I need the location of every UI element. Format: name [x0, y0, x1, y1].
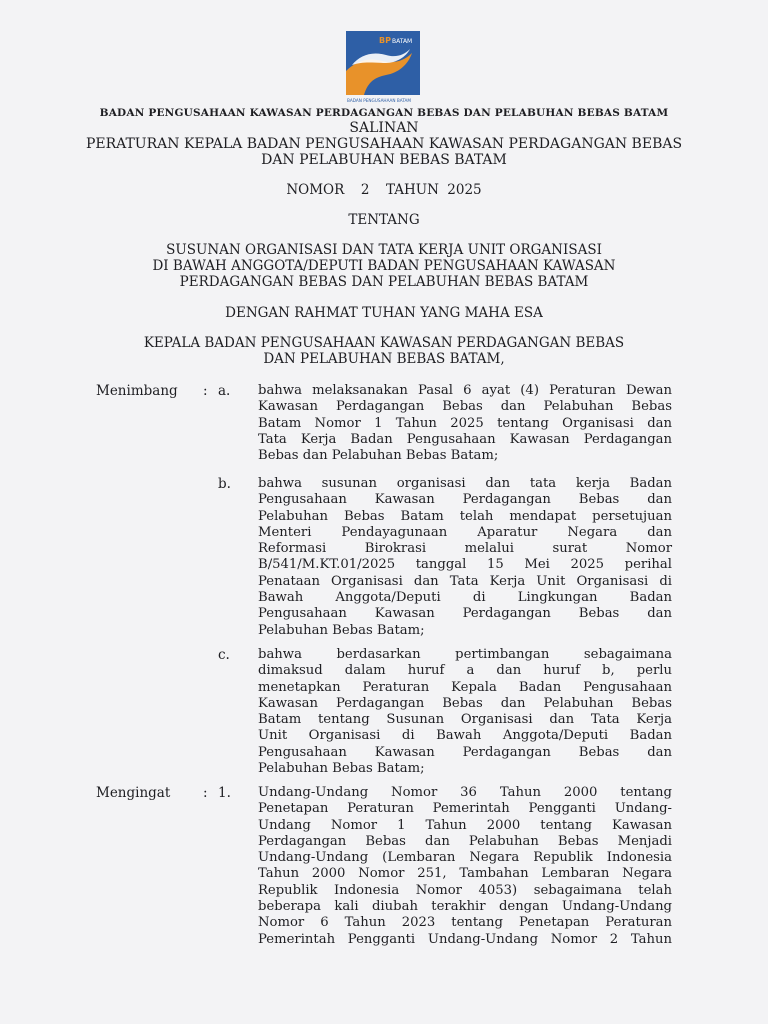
text-line: Kawasan Perdagangan Bebas dan Pelabuhan Bebas: [258, 399, 672, 415]
regulation-title: [60, 136, 708, 168]
text-line: Kawasan Perdagangan Bebas dan Pelabuhan Bebas: [258, 695, 672, 711]
text-line: Penataan Organisasi dan Tata Kerja Unit Organisasi di: [258, 573, 672, 589]
kepala-line: KEPALA BADAN PENGUSAHAAN KAWASAN PERDAGANGAN BEBAS: [143, 335, 625, 351]
text-line: Pengusahaan Kawasan Perdagangan Bebas dan: [258, 606, 672, 622]
text-line: Pelabuhan Bebas Batam;: [258, 761, 425, 777]
menimbang-label: Menimbang: [96, 383, 178, 399]
text-line: Undang-Undang Nomor 36 Tahun 2000 tentang: [258, 785, 672, 800]
tentang-heading: TENTANG: [348, 212, 420, 228]
bp-batam-logo: [346, 31, 420, 105]
text-line: Pemerintah Pengganti Undang-Undang Nomor 2 Tahun: [258, 931, 672, 947]
menimbang-marker-b: b.: [218, 476, 231, 492]
text-line: Tata Kerja Badan Pengusahaan Kawasan Perdagangan: [258, 431, 672, 447]
menimbang-item-a: [258, 383, 672, 464]
text-line: Pengusahaan Kawasan Perdagangan Bebas dan: [258, 492, 672, 508]
regulation-subject: [60, 242, 708, 290]
text-line: Pelabuhan Bebas Batam;: [258, 622, 425, 638]
text-line: Menteri Pendayagunaan Aparatur Negara dan: [258, 524, 672, 540]
text-line: Penetapan Peraturan Pemerintah Pengganti Undang-: [258, 801, 672, 817]
text-line: Republik Indonesia Nomor 4053) sebagaimana telah: [258, 882, 672, 898]
text-line: Tahun 2000 Nomor 251, Tambahan Lembaran Negara: [258, 866, 672, 882]
text-line: Bawah Anggota/Deputi di Lingkungan Badan: [258, 590, 672, 606]
menimbang-colon: :: [203, 383, 208, 399]
kepala-heading: [60, 335, 708, 367]
title-line: DAN PELABUHAN BEBAS BATAM: [261, 152, 507, 168]
svg-text:BATAM: BATAM: [392, 38, 413, 45]
svg-text:BADAN PENGUSAHAAN BATAM: BADAN PENGUSAHAAN BATAM: [347, 98, 412, 103]
text-line: Reformasi Birokrasi melalui surat Nomor: [258, 541, 672, 557]
text-line: Unit Organisasi di Bawah Anggota/Deputi Badan: [258, 728, 672, 744]
mengingat-colon: :: [203, 785, 208, 801]
menimbang-marker-a: a.: [218, 383, 231, 399]
regulation-number: NOMOR 2 TAHUN 2025: [286, 182, 482, 198]
title-line: PERATURAN KEPALA BADAN PENGUSAHAAN KAWASAN PERDAGANGAN BEBAS: [85, 136, 683, 152]
text-line: bahwa susunan organisasi dan tata kerja Badan: [258, 476, 672, 491]
text-line: bahwa berdasarkan pertimbangan sebagaimana: [258, 647, 672, 662]
agency-name: BADAN PENGUSAHAAN KAWASAN PERDAGANGAN BEBAS DAN PELABUHAN BEBAS BATAM: [99, 107, 669, 119]
subject-line: DI BAWAH ANGGOTA/DEPUTI BADAN PENGUSAHAAN KAWASAN: [152, 258, 616, 274]
text-line: beberapa kali diubah terakhir dengan Undang-Undang: [258, 899, 672, 915]
menimbang-marker-c: c.: [218, 647, 230, 663]
text-line: B/541/M.KT.01/2025 tanggal 15 Mei 2025 perihal: [258, 557, 672, 573]
text-line: Batam tentang Susunan Organisasi dan Tata Kerja: [258, 712, 672, 728]
subject-line: SUSUNAN ORGANISASI DAN TATA KERJA UNIT ORGANISASI: [166, 242, 602, 258]
mengingat-item-1: [258, 785, 672, 948]
svg-text:BP: BP: [379, 36, 391, 45]
text-line: menetapkan Peraturan Kepala Badan Pengusahaan: [258, 679, 672, 695]
subject-line: PERDAGANGAN BEBAS DAN PELABUHAN BEBAS BATAM: [179, 274, 589, 290]
text-line: Bebas dan Pelabuhan Bebas Batam;: [258, 448, 499, 464]
text-line: Undang Nomor 1 Tahun 2000 tentang Kawasan: [258, 817, 672, 833]
bp-batam-emblem-icon: [346, 31, 420, 105]
text-line: dimaksud dalam huruf a dan huruf b, perlu: [258, 663, 672, 679]
menimbang-item-c: [258, 647, 672, 777]
text-line: Perdagangan Bebas dan Pelabuhan Bebas Menjadi: [258, 833, 672, 849]
salinan-label: SALINAN: [349, 120, 419, 136]
text-line: Pengusahaan Kawasan Perdagangan Bebas dan: [258, 744, 672, 760]
rahmat-statement: DENGAN RAHMAT TUHAN YANG MAHA ESA: [225, 305, 543, 321]
text-line: bahwa melaksanakan Pasal 6 ayat (4) Peraturan Dewan: [258, 383, 672, 398]
text-line: Batam Nomor 1 Tahun 2025 tentang Organisasi dan: [258, 415, 672, 431]
text-line: Undang-Undang (Lembaran Negara Republik Indonesia: [258, 850, 672, 866]
mengingat-label: Mengingat: [96, 785, 171, 801]
text-line: Pelabuhan Bebas Batam telah mendapat persetujuan: [258, 508, 672, 524]
text-line: Nomor 6 Tahun 2023 tentang Penetapan Peraturan: [258, 915, 672, 931]
kepala-line: DAN PELABUHAN BEBAS BATAM,: [263, 351, 505, 367]
menimbang-item-b: [258, 476, 672, 639]
mengingat-marker-1: 1.: [218, 785, 231, 801]
